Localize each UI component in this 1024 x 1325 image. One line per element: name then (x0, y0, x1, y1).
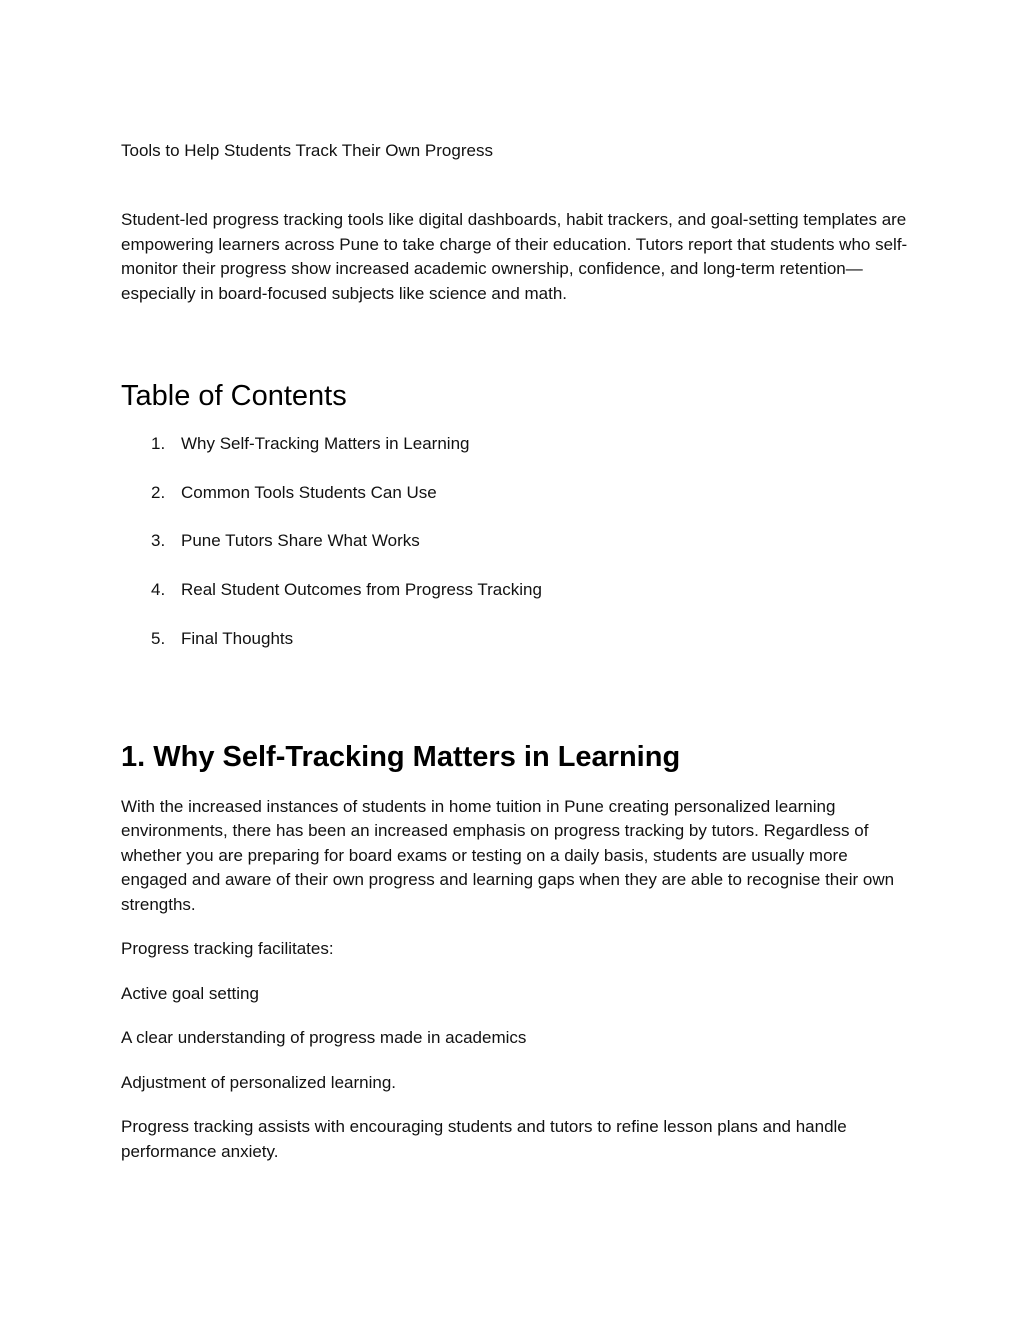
toc-item-label: Real Student Outcomes from Progress Tracking (181, 580, 542, 600)
toc-item-number: 5. (151, 628, 166, 648)
section-paragraph: With the increased instances of students in home tuition in Pune creating personalized learning environments, there has been an increased emphasis on progress tracking by tutors. Regardless of whether you are preparing for board exams or testing on a daily basis, students are usually more engaged and aware of their own progress and learning gaps when they are able to recognise their own strengths. (121, 796, 895, 914)
section-heading: 1. Why Self-Tracking Matters in Learning (121, 740, 681, 773)
toc-item-label: Final Thoughts (181, 628, 294, 648)
table-of-contents (121, 432, 911, 651)
toc-item-label: Pune Tutors Share What Works (181, 531, 420, 551)
toc-item (121, 627, 911, 651)
toc-item (121, 529, 911, 553)
toc-heading: Table of Contents (121, 380, 347, 412)
toc-item-number: 2. (151, 482, 166, 502)
intro-paragraph: Student-led progress tracking tools like digital dashboards, habit trackers, and goal-setting templates are empowering learners across Pune to take charge of their education. Tutors report that students who self-monitor their progress show increased academic ownership, confidence, and long-term retention—especially in board-focused subjects like science and math. (121, 210, 908, 303)
toc-item (121, 481, 911, 505)
toc-item (121, 432, 911, 456)
toc-item-label: Common Tools Students Can Use (181, 482, 437, 502)
section-paragraph: Active goal setting (121, 983, 259, 1003)
toc-item-label: Why Self-Tracking Matters in Learning (181, 434, 470, 453)
section-body (121, 795, 911, 1165)
section-paragraph: A clear understanding of progress made in academics (121, 1028, 527, 1048)
toc-item-number: 3. (151, 531, 166, 551)
section-paragraph: Adjustment of personalized learning. (121, 1072, 396, 1092)
toc-item-number: 4. (151, 580, 166, 600)
document-title: Tools to Help Students Track Their Own Progress (121, 141, 493, 160)
section-paragraph: Progress tracking assists with encouraging students and tutors to refine lesson plans and handle performance anxiety. (121, 1117, 847, 1161)
toc-item (121, 578, 911, 602)
toc-item-number: 1. (151, 434, 166, 453)
section-paragraph: Progress tracking facilitates: (121, 939, 334, 959)
document-content (121, 138, 911, 1184)
